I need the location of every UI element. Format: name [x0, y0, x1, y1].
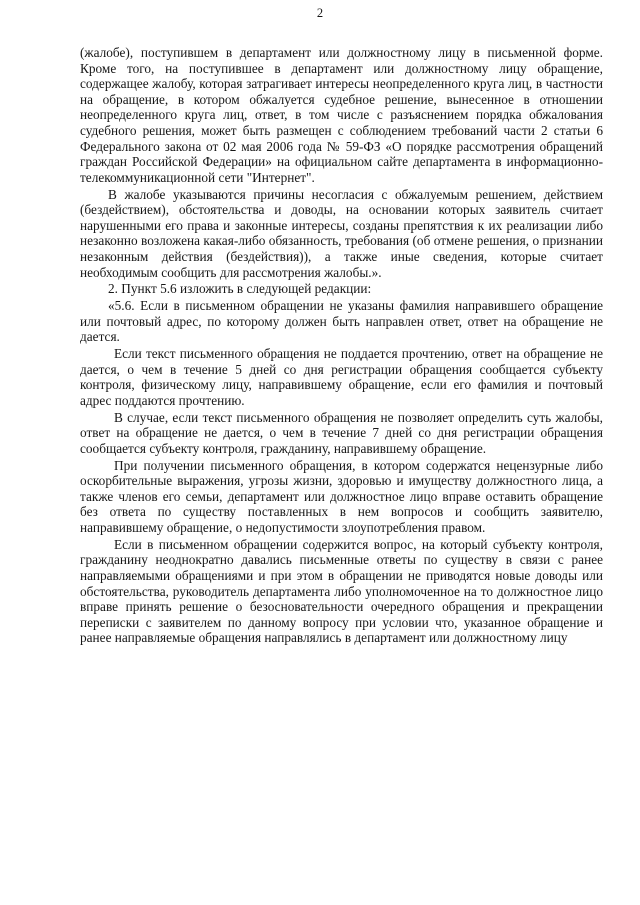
paragraph: 2. Пункт 5.6 изложить в следующей редакции:: [108, 281, 372, 297]
paragraph: В случае, если текст письменного обращения не позволяет определить суть жалобы, ответ на обращение не дается, о чем в течение 7 дней со дня регистрации обращения сообщается субъекту контроля, гражданину, направившему обращение.: [80, 409, 603, 456]
paragraph: В жалобе указываются причины несогласия с обжалуемым решением, действием (бездействием), обстоятельства и доводы, на основании которых заявитель считает нарушенными его права и законные интересы, созданы препятствия к их реализации либо незаконно возложена какая-либо обязанность, требования (об отмене решения, о признании незаконным действия (бездействия)), а также иные сведения, которые считает необходимым сообщить для рассмотрения жалобы.».: [80, 186, 603, 280]
paragraph: «5.6. Если в письменном обращении не указаны фамилия направившего обращение или почтовый адрес, по которому должен быть направлен ответ, ответ на обращение не дается.: [80, 298, 603, 345]
page-number: 2: [316, 6, 324, 20]
paragraph: (жалобе), поступившем в департамент или должностному лицу в письменной форме. Кроме того, на поступившее в департамент или должностному лицу обращение, содержащее жалобу, которая затрагивает интересы неопределенного круга лиц, в частности на обращение, в котором обжалуется судебное решение, вынесенное в отношении неопределенного круга лиц, ответ, в том числе с разъяснением порядка обжалования судебного решения, может быть размещен с соблюдением требований части 2 статьи 6 Федерального закона от 02 мая 2006 года № 59-ФЗ «О порядке рассмотрения обращений граждан Российской Федерации» на официальном сайте департамента в информационно-телекоммуникационной сети "Интернет".: [80, 45, 603, 185]
paragraph: Если текст письменного обращения не поддается прочтению, ответ на обращение не дается, о чем в течение 5 дней со дня регистрации обращения сообщается субъекту контроля, физическому лицу, направившему обращение, если его фамилия и почтовый адрес поддаются прочтению.: [80, 346, 603, 408]
paragraph: Если в письменном обращении содержится вопрос, на который субъекту контроля, гражданину неоднократно давались письменные ответы по существу в связи с ранее направляемыми обращениями и при этом в обращении не приводятся новые доводы или обстоятельства, руководитель департамента либо уполномоченное на то должностное лицо вправе принять решение о безосновательности очередного обращения и прекращении переписки с заявителем по данному вопросу при условии что, указанное обращение и ранее направляемые обращения направлялись в департамент или должностному лицу: [80, 536, 603, 646]
document-body: [80, 45, 603, 647]
paragraph: При получении письменного обращения, в котором содержатся нецензурные либо оскорбительные выражения, угрозы жизни, здоровью и имуществу должностного лица, а также членов его семьи, департамент или должностное лицо вправе оставить обращение без ответа по существу поставленных в нем вопросов и сообщить заявителю, направившему обращение, о недопустимости злоупотребления правом.: [80, 457, 603, 535]
